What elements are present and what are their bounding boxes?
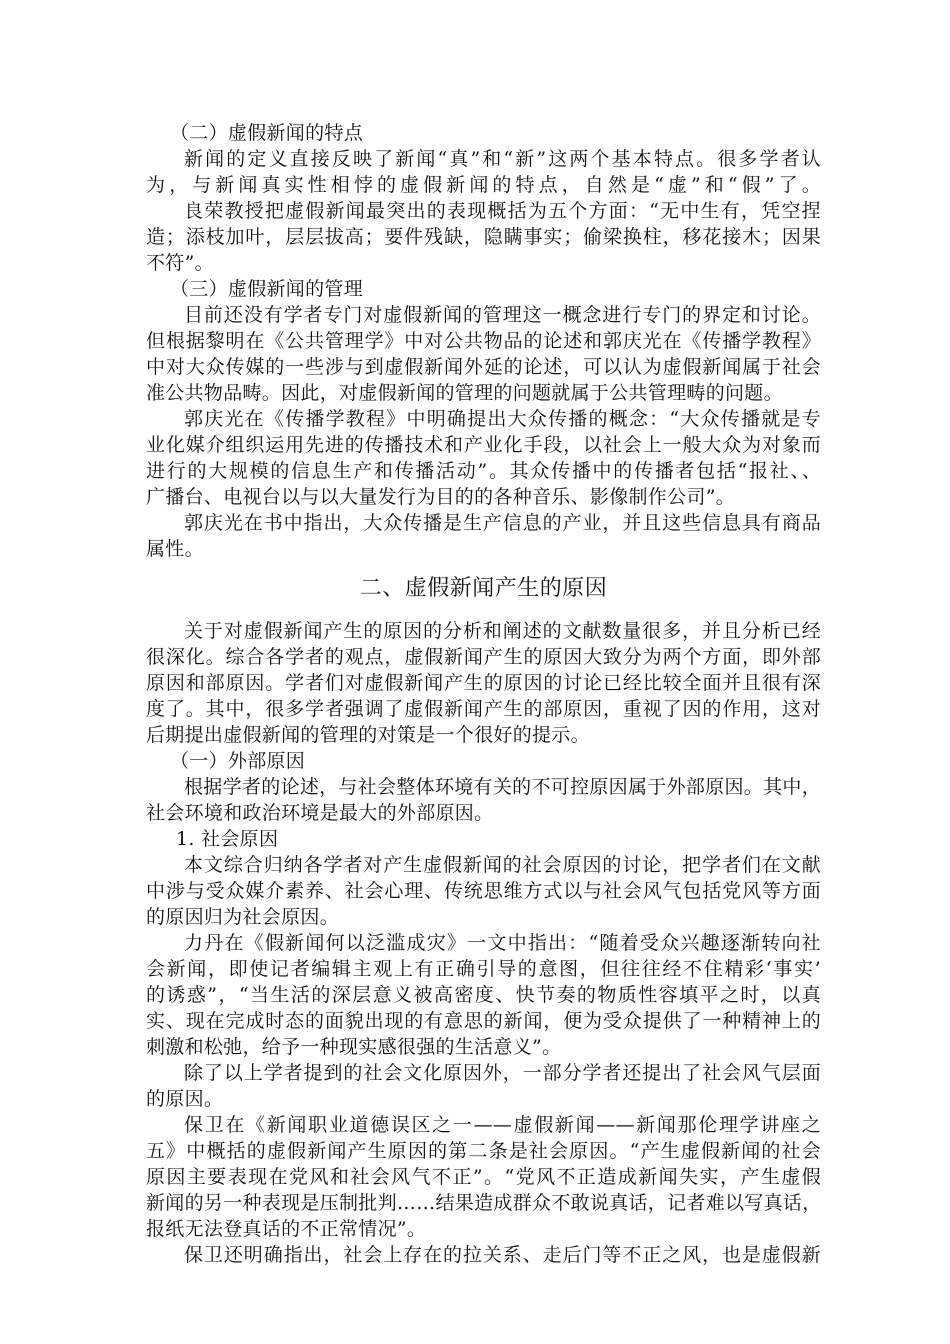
text-line: 郭庆光在《传播学教程》中明确提出大众传播的概念：“大众传播就是专 bbox=[184, 408, 821, 430]
paragraph bbox=[146, 198, 821, 276]
text-line: 的原因归为社会原因。 bbox=[146, 906, 340, 928]
section-title: 二、虚假新闻产生的原因 bbox=[359, 576, 608, 601]
text-line: 属性。 bbox=[146, 538, 204, 560]
paragraph bbox=[146, 146, 821, 198]
paragraph bbox=[146, 1112, 821, 1242]
paragraph bbox=[146, 510, 821, 562]
text-line: 力丹在《假新闻何以泛滥成灾》一文中指出：“随着受众兴趣逐渐转向社 bbox=[184, 932, 821, 954]
text-line: 报纸无法登真话的不正常情况”。 bbox=[146, 1218, 427, 1240]
paragraph bbox=[146, 406, 821, 510]
paragraph bbox=[146, 1242, 821, 1268]
text-line: 为，与新闻真实性相悖的虚假新闻的特点，自然是“虚”和“假”了。 bbox=[146, 174, 821, 196]
text-line: 但根据黎明在《公共管理学》中对公共物品的论述和郭庆光在《传播学教程》 bbox=[146, 330, 821, 352]
text-line: 新闻的定义直接反映了新闻“真”和“新”这两个基本特点。很多学者认 bbox=[184, 148, 821, 170]
document-page bbox=[146, 120, 821, 1268]
text-line: 会新闻，即使记者编辑主观上有正确引导的意图，但往往经不住精彩‘事实’ bbox=[146, 958, 821, 980]
text-line: 保卫在《新闻职业道德误区之一——虚假新闻——新闻那伦理学讲座之 bbox=[184, 1114, 821, 1136]
paragraph bbox=[146, 1060, 821, 1112]
text-line: 除了以上学者提到的社会文化原因外，一部分学者还提出了社会风气层面 bbox=[184, 1062, 821, 1084]
text-line: 实、现在完成时态的面貌出现的有意思的新闻，便为受众提供了一种精神上的 bbox=[146, 1010, 821, 1032]
text-line: 保卫还明确指出，社会上存在的拉关系、走后门等不正之风，也是虚假新 bbox=[184, 1244, 821, 1266]
paragraph bbox=[146, 930, 821, 1060]
text-line: 目前还没有学者专门对虚假新闻的管理这一概念进行专门的界定和讨论。 bbox=[184, 304, 821, 326]
text-line: 原因和部原因。学者们对虚假新闻产生的原因的讨论已经比较全面并且很有深 bbox=[146, 672, 821, 694]
text-line: 业化媒介组织运用先进的传播技术和产业化手段，以社会上一般大众为对象而 bbox=[146, 434, 821, 456]
text-line: 的原因。 bbox=[146, 1088, 224, 1110]
text-line: 准公共物品畴。因此，对虚假新闻的管理的问题就属于公共管理畴的问题。 bbox=[146, 382, 783, 404]
text-line: 中涉与受众媒介素养、社会心理、传统思维方式以与社会风气包括党风等方面 bbox=[146, 880, 821, 902]
subheading-false-news-features: （二）虚假新闻的特点 bbox=[170, 122, 364, 144]
text-line: 刺激和松弛，给予一种现实感很强的生活意义”。 bbox=[146, 1036, 562, 1058]
text-line: 新闻的另一种表现是压制批判……结果造成群众不敢说真话，记者难以写真话， bbox=[146, 1192, 822, 1214]
text-line: 广播台、电视台以与以大量发行为目的的各种音乐、影像制作公司”。 bbox=[146, 486, 736, 508]
text-line: 社会环境和政治环境是最大的外部原因。 bbox=[146, 802, 494, 824]
text-line: 中对大众传媒的一些涉与到虚假新闻外延的论述，可以认为虚假新闻属于社会 bbox=[146, 356, 821, 378]
text-line: 五》中概括的虚假新闻产生原因的第二条是社会原因。“产生虚假新闻的社会 bbox=[146, 1140, 821, 1162]
text-line: 很深化。综合各学者的观点，虚假新闻产生的原因大致分为两个方面，即外部 bbox=[146, 646, 821, 668]
paragraph bbox=[146, 774, 821, 826]
text-line: 后期提出虚假新闻的管理的对策是一个很好的提示。 bbox=[146, 724, 590, 746]
text-line: 度了。其中，很多学者强调了虚假新闻产生的部原因，重视了因的作用，这对 bbox=[146, 698, 821, 720]
text-line: 郭庆光在书中指出，大众传播是生产信息的产业，并且这些信息具有商品 bbox=[184, 512, 821, 534]
text-line: 根据学者的论述，与社会整体环境有关的不可控原因属于外部原因。其中， bbox=[184, 776, 821, 798]
paragraph bbox=[146, 852, 821, 930]
paragraph bbox=[146, 618, 821, 748]
text-line: 原因主要表现在党风和社会风气不正”。“党风不正造成新闻失实，产生虚假 bbox=[146, 1166, 821, 1188]
subheading-social-causes: 1. 社会原因 bbox=[176, 828, 279, 850]
paragraph bbox=[146, 302, 821, 406]
subheading-false-news-management: （三）虚假新闻的管理 bbox=[170, 278, 364, 300]
text-line: 不符”。 bbox=[146, 252, 214, 274]
text-line: 本文综合归纳各学者对产生虚假新闻的社会原因的讨论，把学者们在文献 bbox=[184, 854, 821, 876]
text-line: 良荣教授把虚假新闻最突出的表现概括为五个方面：“无中生有，凭空捏 bbox=[184, 200, 821, 222]
text-line: 造；添枝加叶，层层拔高；要件残缺，隐瞒事实；偷梁换柱，移花接木；因果 bbox=[146, 226, 821, 248]
text-line: 关于对虚假新闻产生的原因的分析和阐述的文献数量很多，并且分析已经 bbox=[184, 620, 821, 642]
subheading-external-causes: （一）外部原因 bbox=[170, 750, 306, 772]
text-line: 的诱惑”，“当生活的深层意义被高密度、快节奏的物质性容填平之时，以真 bbox=[146, 984, 821, 1006]
text-line: 进行的大规模的信息生产和传播活动”。其众传播中的传播者包括“报社、、 bbox=[146, 460, 821, 482]
